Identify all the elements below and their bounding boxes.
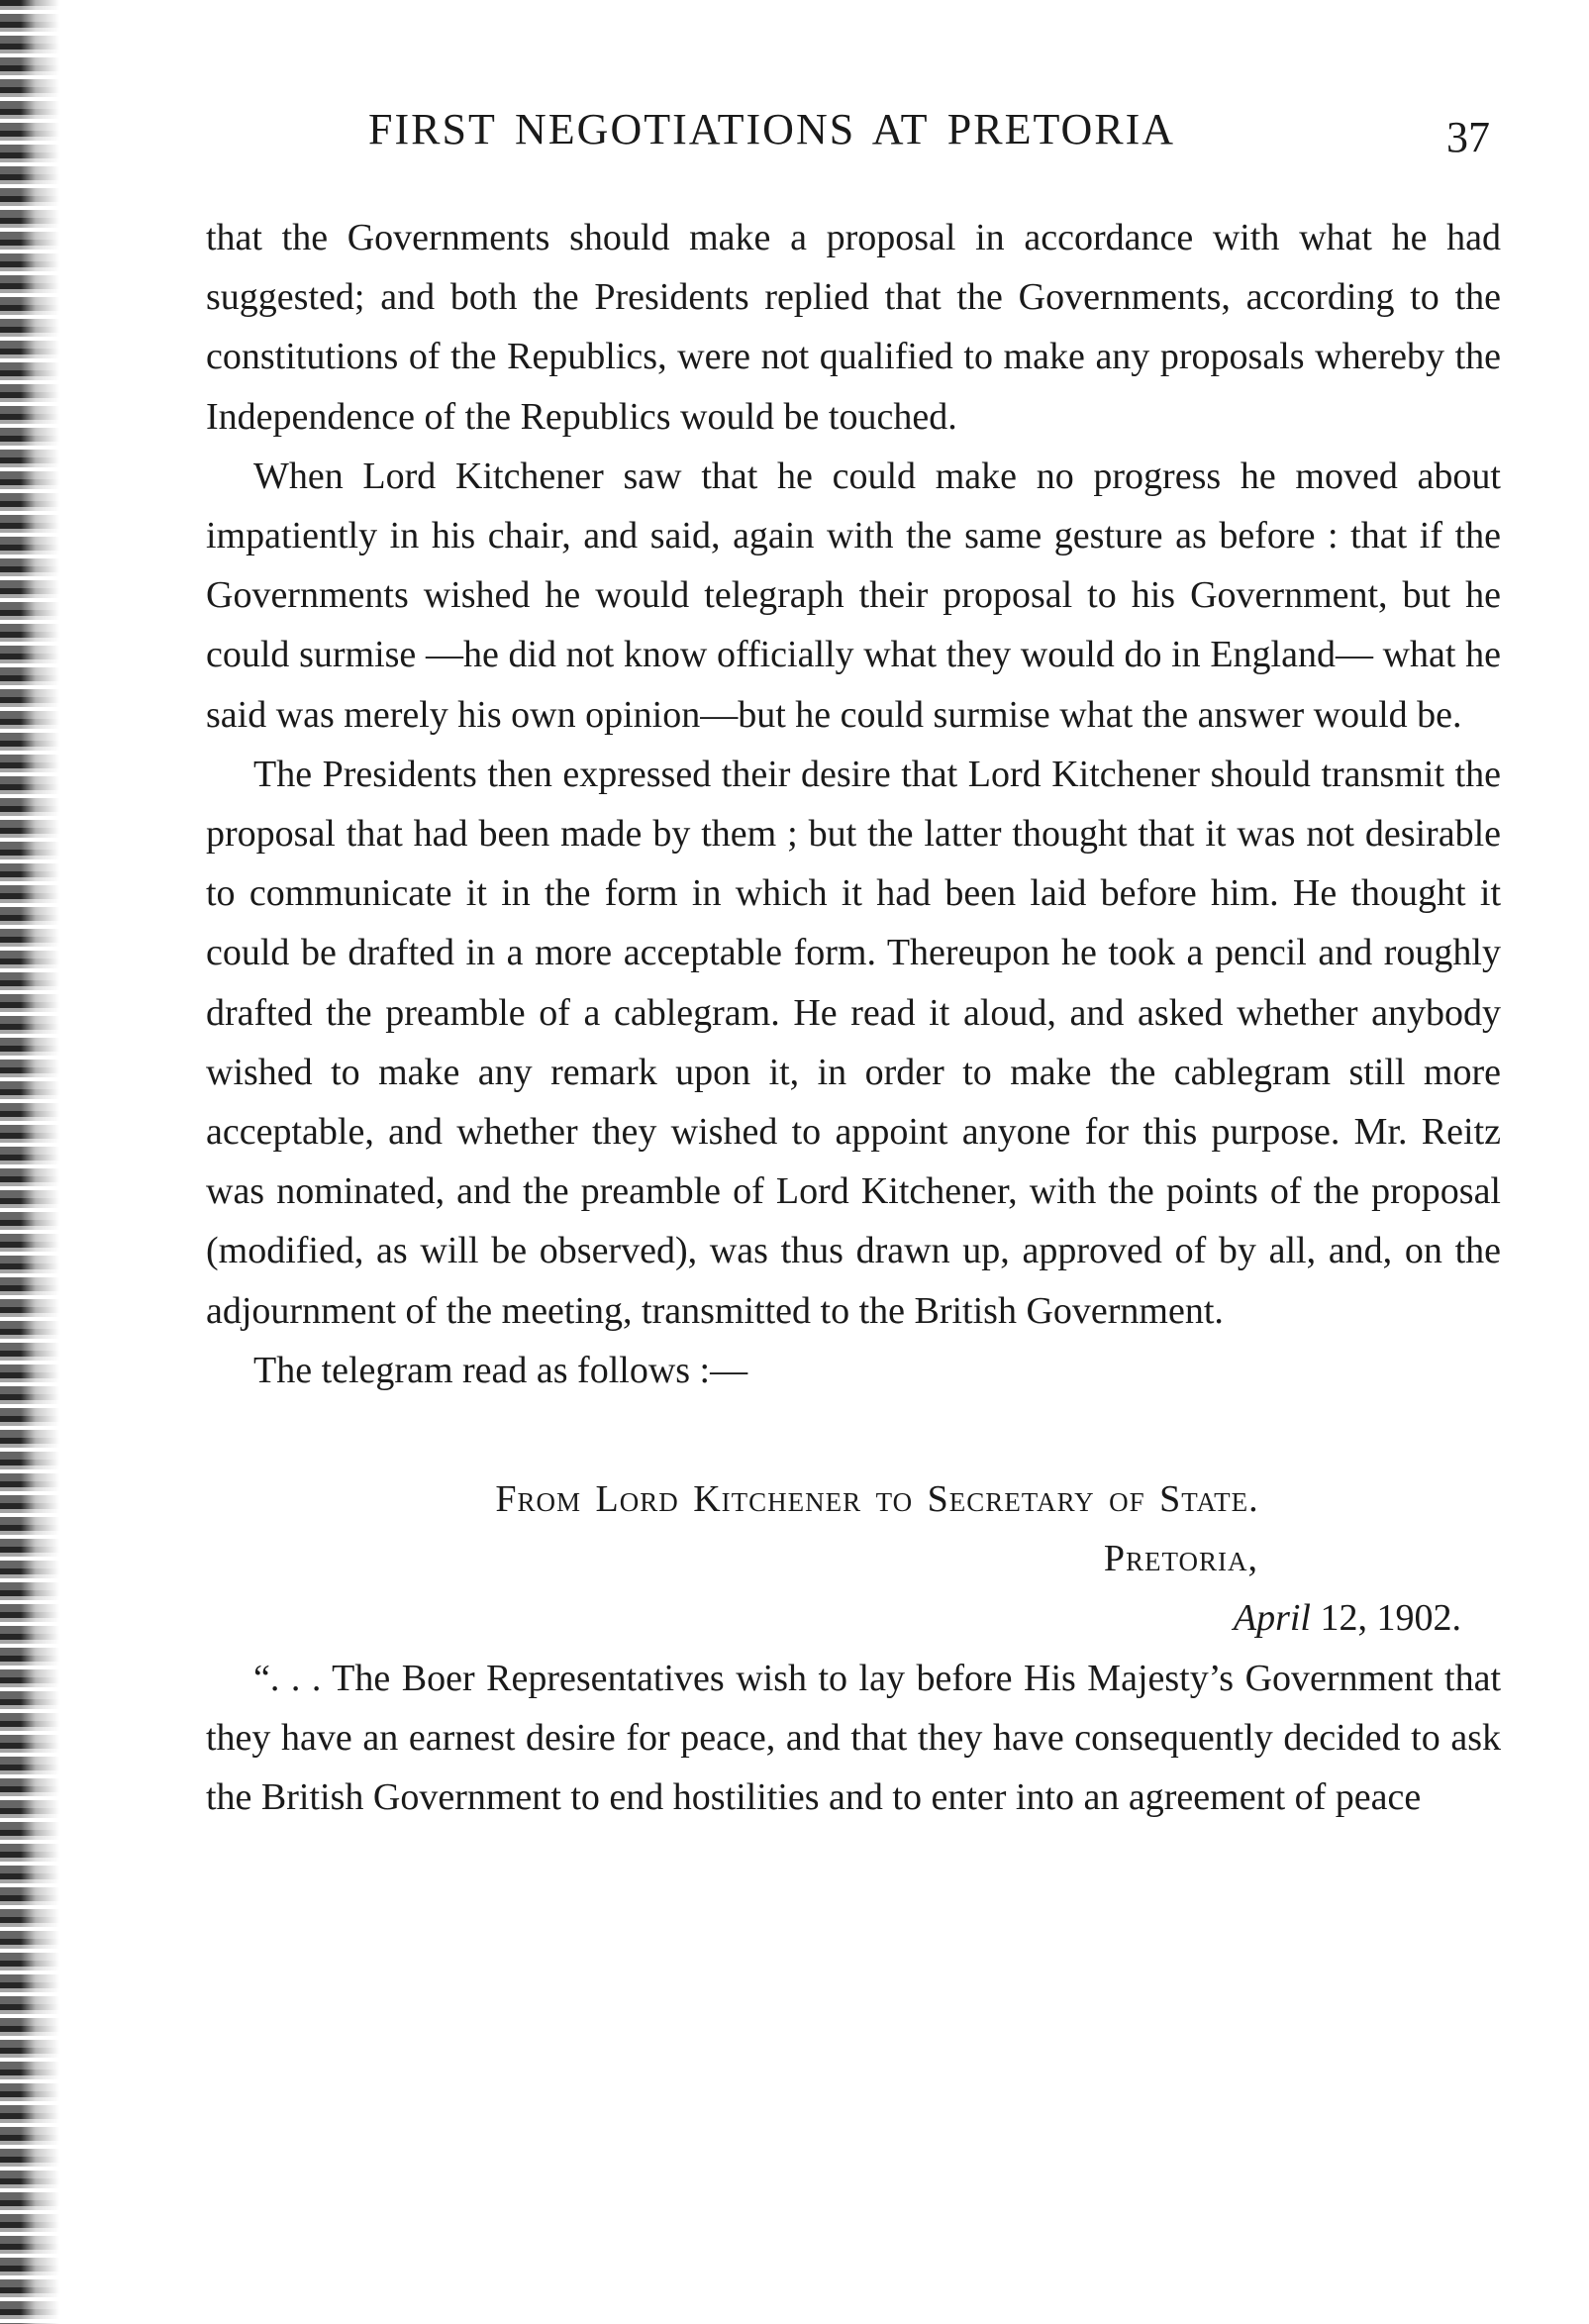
telegram-heading: From Lord Kitchener to Secretary of State. <box>495 1478 1259 1521</box>
paragraph-telegram-intro: The telegram read as follows :— <box>253 1349 748 1391</box>
telegram-place: Pretoria, <box>1103 1538 1258 1580</box>
paragraph-continuation: that the Governments should make a proposal in accordance with what he had suggested; and both the Presidents replied that the Governments, according to the constitutions of the Republics, were not qualified to make any proposals whereby the Independence of the Republics would be touched. <box>206 217 1501 438</box>
running-head: FIRST NEGOTIATIONS AT PRETORIA <box>368 105 1176 153</box>
paragraph-kitchener-impatient: When Lord Kitchener saw that he could make no progress he moved about impatiently in his chair, and said, again with the same gesture as before : that if the Governments wished he would telegraph their proposal to his Government, but he could surmise —he did not know officially what they would do in England— what he said was merely his own opinion—but he could surmise what the answer would be. <box>206 455 1501 736</box>
page-header <box>368 104 1490 163</box>
page-number: 37 <box>1446 113 1490 161</box>
page-body <box>206 208 1501 1827</box>
telegram-date-month: April <box>1233 1597 1311 1640</box>
telegram-date <box>206 1588 1501 1648</box>
telegram-date-rest: 12, 1902. <box>1311 1597 1461 1640</box>
telegram-text: “. . . The Boer Representatives wish to lay before His Majesty’s Government that they have an earnest desire for peace, and that they have consequently decided to ask the British Government to end hostilities and to enter into an agreement of peace <box>206 1657 1501 1819</box>
paragraph-presidents-desire: The Presidents then expressed their desire that Lord Kitchener should transmit the proposal that had been made by them ; but the latter thought that it was not desirable to communicate it in the form in which it had been laid before him. He thought it could be drafted in a more acceptable form. Thereupon he took a pencil and roughly drafted the preamble of a cablegram. He read it aloud, and asked whether anybody wished to make any remark upon it, in order to make the cablegram still more acceptable, and whether they wished to appoint anyone for this purpose. Mr. Reitz was nominated, and the preamble of Lord Kitchener, with the points of the proposal (modified, as will be observed), was thus drawn up, approved of by all, and, on the adjournment of the meeting, transmitted to the British Government. <box>206 753 1501 1332</box>
section-spacer <box>206 1400 1501 1469</box>
binding-gutter <box>0 0 59 2324</box>
